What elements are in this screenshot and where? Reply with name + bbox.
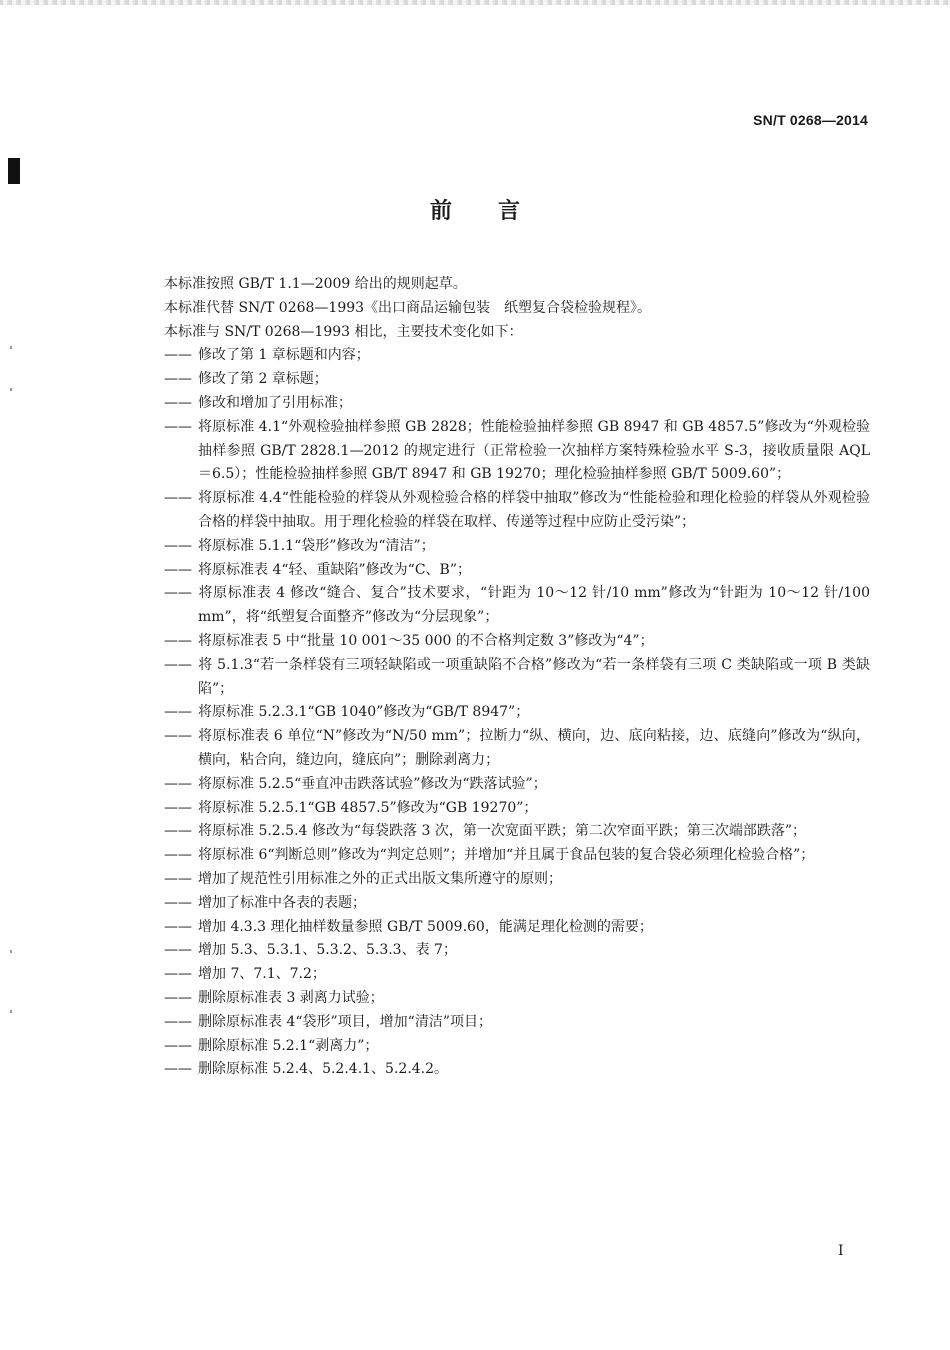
change-item bbox=[164, 916, 870, 940]
dash-marker: —— bbox=[164, 537, 192, 554]
change-text: 将原标准表 4“轻、重缺陷”修改为“C、B”； bbox=[198, 561, 471, 578]
change-item bbox=[164, 820, 870, 844]
change-text: 修改了第 2 章标题； bbox=[198, 371, 328, 388]
dash-marker: —— bbox=[164, 1061, 192, 1078]
change-text: 修改和增加了引用标准； bbox=[198, 394, 352, 411]
dash-marker: —— bbox=[164, 989, 192, 1006]
dash-marker: —— bbox=[164, 870, 192, 887]
change-text: 将原标准 4.1“外观检验抽样参照 GB 2828；性能检验抽样参照 GB 8947 和 GB 4857.5”修改为“外观检验抽样参照 GB/T 2828.1—2012 的规定进行（正常检验一次抽样方案特殊检验水平 S-3，接收质量限 AQL＝6.5）；性能检验抽样参照 GB/T 8947 和 GB 19270；理化检验抽样参照 GB/T 5009.60”； bbox=[198, 418, 870, 483]
change-item bbox=[164, 939, 870, 963]
dash-marker: —— bbox=[164, 704, 192, 721]
scan-speck bbox=[10, 346, 12, 349]
change-text: 将原标准 4.4“性能检验的样袋从外观检验合格的样袋中抽取”修改为“性能检验和理化检验的样袋从外观检验合格的样袋中抽取。用于理化检验的样袋在取样、传递等过程中应防止受污染”； bbox=[198, 490, 870, 530]
change-text: 修改了第 1 章标题和内容； bbox=[198, 347, 370, 364]
dash-marker: —— bbox=[164, 585, 192, 602]
dash-marker: —— bbox=[164, 394, 192, 411]
intro-paragraph: 本标准代替 SN/T 0268—1993《出口商品运输包装 纸塑复合袋检验规程》。 bbox=[164, 299, 652, 316]
change-item bbox=[164, 797, 870, 821]
change-item bbox=[164, 844, 870, 868]
dash-marker: —— bbox=[164, 942, 192, 959]
dash-marker: —— bbox=[164, 490, 192, 507]
dash-marker: —— bbox=[164, 966, 192, 983]
change-item bbox=[164, 344, 870, 368]
scan-speck bbox=[10, 950, 12, 953]
dash-marker: —— bbox=[164, 918, 192, 935]
change-item bbox=[164, 487, 870, 535]
scan-speck bbox=[10, 1010, 12, 1013]
dash-marker: —— bbox=[164, 561, 192, 578]
dash-marker: —— bbox=[164, 418, 192, 435]
change-item bbox=[164, 773, 870, 797]
dash-marker: —— bbox=[164, 1013, 192, 1030]
change-text: 增加 5.3、5.3.1、5.3.2、5.3.3、表 7； bbox=[198, 942, 457, 959]
change-item bbox=[164, 701, 870, 725]
dash-marker: —— bbox=[164, 823, 192, 840]
change-text: 将原标准 5.1.1“袋形”修改为“清洁”； bbox=[198, 537, 435, 554]
page-number: I bbox=[838, 1243, 844, 1259]
change-item bbox=[164, 963, 870, 987]
margin-registration-mark bbox=[8, 158, 20, 184]
change-item bbox=[164, 630, 870, 654]
change-text: 将原标准 5.2.3.1“GB 1040”修改为“GB/T 8947”； bbox=[198, 704, 530, 721]
scan-speck bbox=[10, 388, 12, 391]
intro-paragraph: 本标准与 SN/T 0268—1993 相比，主要技术变化如下： bbox=[164, 323, 523, 340]
dash-marker: —— bbox=[164, 1037, 192, 1054]
dash-marker: —— bbox=[164, 347, 192, 364]
change-item bbox=[164, 654, 870, 702]
change-item bbox=[164, 868, 870, 892]
change-text: 将原标准 5.2.5.4 修改为“每袋跌落 3 次，第一次宽面平跌；第二次窄面平跌；第三次端部跌落”； bbox=[198, 823, 806, 840]
change-item bbox=[164, 582, 870, 630]
change-item bbox=[164, 1011, 870, 1035]
change-text: 增加了规范性引用标准之外的正式出版文集所遵守的原则； bbox=[198, 870, 562, 887]
scan-top-edge bbox=[0, 0, 950, 5]
dash-marker: —— bbox=[164, 656, 192, 673]
change-text: 删除原标准表 3 剥离力试验； bbox=[198, 989, 384, 1006]
change-item bbox=[164, 1058, 870, 1082]
change-text: 删除原标准 5.2.4、5.2.4.1、5.2.4.2。 bbox=[198, 1061, 449, 1078]
change-item bbox=[164, 535, 870, 559]
change-text: 将原标准 6“判断总则”修改为“判定总则”；并增加“并且属于食品包装的复合袋必须理化检验合格”； bbox=[198, 847, 815, 864]
change-text: 增加了标准中各表的表题； bbox=[198, 894, 366, 911]
change-item bbox=[164, 1035, 870, 1059]
change-item bbox=[164, 725, 870, 773]
change-item bbox=[164, 368, 870, 392]
change-text: 将原标准表 4 修改“缝合、复合”技术要求，“针距为 10～12 针/10 mm”修改为“针距为 10～12 针/100 mm”，将“纸塑复合面整齐”修改为“分层现象”； bbox=[198, 585, 870, 626]
change-text: 将原标准 5.2.5“垂直冲击跌落试验”修改为“跌落试验”； bbox=[198, 775, 547, 792]
dash-marker: —— bbox=[164, 775, 192, 792]
dash-marker: —— bbox=[164, 894, 192, 911]
change-item bbox=[164, 987, 870, 1011]
change-text: 将原标准表 5 中“批量 10 001～35 000 的不合格判定数 3”修改为“4”； bbox=[198, 632, 654, 649]
change-list bbox=[164, 344, 870, 1082]
dash-marker: —— bbox=[164, 847, 192, 864]
change-text: 删除原标准 5.2.1“剥离力”； bbox=[198, 1037, 379, 1054]
dash-marker: —— bbox=[164, 371, 192, 388]
change-text: 将原标准表 6 单位“N”修改为“N/50 mm”；拉断力“纵、横向，边、底向粘接，边、底缝向”修改为“纵向，横向，粘合向，缝边向，缝底向”；删除剥离力； bbox=[198, 728, 870, 768]
change-text: 增加 7、7.1、7.2； bbox=[198, 966, 326, 983]
change-text: 删除原标准表 4“袋形”项目，增加“清洁”项目； bbox=[198, 1013, 492, 1030]
change-item bbox=[164, 892, 870, 916]
dash-marker: —— bbox=[164, 632, 192, 649]
intro-paragraph: 本标准按照 GB/T 1.1—2009 给出的规则起草。 bbox=[164, 276, 467, 292]
standard-number: SN/T 0268—2014 bbox=[753, 112, 868, 128]
change-item bbox=[164, 392, 870, 416]
page-title: 前言 bbox=[429, 199, 566, 224]
change-item bbox=[164, 416, 870, 487]
change-text: 将 5.1.3“若一条样袋有三项轻缺陷或一项重缺陷不合格”修改为“若一条样袋有三项 C 类缺陷或一项 B 类缺陷”； bbox=[198, 656, 870, 697]
dash-marker: —— bbox=[164, 799, 192, 816]
change-text: 增加 4.3.3 理化抽样数量参照 GB/T 5009.60，能满足理化检测的需要； bbox=[198, 918, 653, 935]
change-text: 将原标准 5.2.5.1“GB 4857.5”修改为“GB 19270”； bbox=[198, 799, 538, 816]
change-item bbox=[164, 559, 870, 583]
dash-marker: —— bbox=[164, 728, 192, 745]
foreword-body bbox=[164, 273, 870, 1082]
